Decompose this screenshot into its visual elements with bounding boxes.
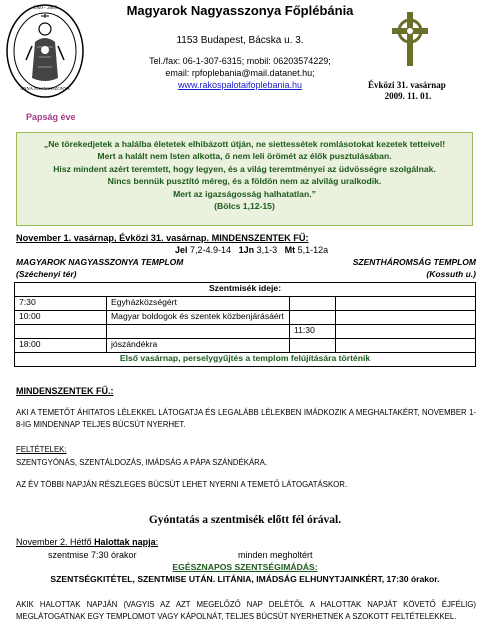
quote-line: Hisz mindent azért teremtett, hogy legyen, és a világ teremtményei az üdvösségre szolgálnak. [53,163,436,174]
mass-intention: Egyházközségért [107,297,290,311]
quote-line: „Ne törekedjetek a halálba életetek elhibázott útján, ne siettessétek romlásotokat kezetek tetteivel! [43,139,446,149]
mass-table-title: Szentmisék ideje: [15,283,476,297]
confession-heading: Gyóntatás a szentmisék előtt fél órával. [148,514,342,526]
mass-time-2 [290,311,336,325]
quote-line: Mert a halált nem Isten alkotta, ő nem leli örömét az élők pusztulásában. [97,151,392,162]
readings [175,245,328,255]
other-days-text: AZ ÉV TÖBBI NAPJÁN RÉSZLEGES BÚCSÚT LEHET NYERNI A TEMETŐ LÁTOGATÁSKOR. [16,480,348,489]
church-right: SZENTHÁROMSÁG TEMPLOM [352,257,476,267]
reading-jel: 7,2-4.9-14 [190,245,232,255]
mass-intention-2 [336,339,476,353]
quote-line: Mert az igazságosság halhatatlan.” [173,188,316,199]
mass-time [15,325,107,339]
reading-jel-label: Jel [175,245,188,255]
table-row [15,339,476,353]
quote-line: Nincs bennük pusztító méreg, és a földön nem az alvilág uralkodik. [107,176,382,187]
mass-intention-2 [336,311,476,325]
page-title: Magyarok Nagyasszonya Főplébánia [126,3,354,18]
reading-jn-label: 1Jn [238,245,255,255]
website-url[interactable]: www.rakospalotaifoplebania.hu [177,80,303,90]
seal-text-bottom: ANNA NAGYASSZONYA [20,86,70,91]
sunday-label: Évközi 31. vasárnap [368,80,446,90]
mass-time-2: 11:30 [290,325,336,339]
conditions-heading: FELTÉTELEK: [16,445,67,454]
email-info: email: rpfoplebania@mail.datanet.hu; [165,68,315,78]
quote-reference: (Bölcs 1,12-15) [214,201,275,212]
table-row [15,325,476,339]
mass-table-footer: Első vasárnap, perselygyűjtés a templom felújítására történik [15,353,476,367]
all-souls-date: November 2. Hétfő [16,537,92,547]
adoration-title: EGÉSZNAPOS SZENTSÉGIMÁDÁS: [172,562,318,572]
mass-time-2 [290,339,336,353]
scripture-quote-box [16,132,473,226]
reading-mt: 5,1-12a [297,245,329,255]
all-saints-heading: MINDENSZENTEK FŰ.: [16,386,114,396]
mass-schedule-table [14,282,476,367]
mass-intention [107,325,290,339]
mass-intention: jószándékra [107,339,290,353]
reading-jn: 3,1-3 [256,245,278,255]
phone-info: Tel./fax: 06-1-307-6315; mobil: 06203574229; [149,56,331,66]
all-souls-colon: : [155,537,159,547]
seal-text-top: 1909 - 2009 [32,6,58,11]
website-link[interactable] [90,80,390,90]
mass-intention: Magyar boldogok és szentek közbenjárásáért [107,311,290,325]
all-saints-text: AKI A TEMETŐT ÁHITATOS LÉLEKKEL LÁTOGATJA ÉS LEGALÁBB LÉLEKBEN IMÁDKOZIK A MEGHALTAKÉRT, NOVEMBER 1-8-IG MINDENNAP TELJES BÚCSÚT NYERHET. [16,408,476,429]
celtic-cross-icon [388,10,432,68]
all-souls-title: Halottak napja [94,537,156,547]
conditions-text: SZENTGYÓNÁS, SZENTÁLDOZÁS, IMÁDSÁG A PÁPA SZÁNDÉKÁRA. [16,458,268,467]
year-label: Papság éve [26,112,76,122]
mass-time: 7:30 [15,297,107,311]
table-row [15,297,476,311]
all-souls-indulgence-text: AKIK HALOTTAK NAPJÁN (VAGYIS AZ AZT MEGELŐZŐ NAP DELÉTŐL A HALOTTAK NAPJÁT KÖVETŐ ÉJFÉLIG) MEGLÁTOGATNAK EGY TEMPLOMOT VAGY KÁPOLNÁT, TELJES BÚCSÚT NYERHETNEK A SZOKOTT FELTÉTELEKKEL. [16,600,476,621]
mass-time-2 [290,297,336,311]
table-row [15,311,476,325]
mass-intention-2 [336,325,476,339]
bulletin-date: 2009. 11. 01. [384,91,432,101]
all-souls-mass-intent: minden megholtért [238,550,313,560]
mass-intention-2 [336,297,476,311]
all-souls-heading [16,537,158,547]
liturgy-heading: November 1. vasárnap, Évközi 31. vasárnap. MINDENSZENTEK FŰ: [16,233,309,243]
parish-seal-logo [4,2,86,100]
reading-mt-label: Mt [284,245,296,255]
address: 1153 Budapest, Bácska u. 3. [176,35,304,46]
church-right-place: (Kossuth u.) [426,269,476,279]
mass-time: 10:00 [15,311,107,325]
all-souls-mass-time: szentmise 7:30 órakor [48,550,137,560]
adoration-text: SZENTSÉGKITÉTEL, SZENTMISE UTÁN. LITÁNIA, IMÁDSÁG ELHUNYTJAINKÉRT, 17:30 órakor. [50,574,440,584]
church-left-place: (Széchenyi tér) [16,269,77,279]
church-left: MAGYAROK NAGYASSZONYA TEMPLOM [16,257,184,267]
mass-time: 18:00 [15,339,107,353]
